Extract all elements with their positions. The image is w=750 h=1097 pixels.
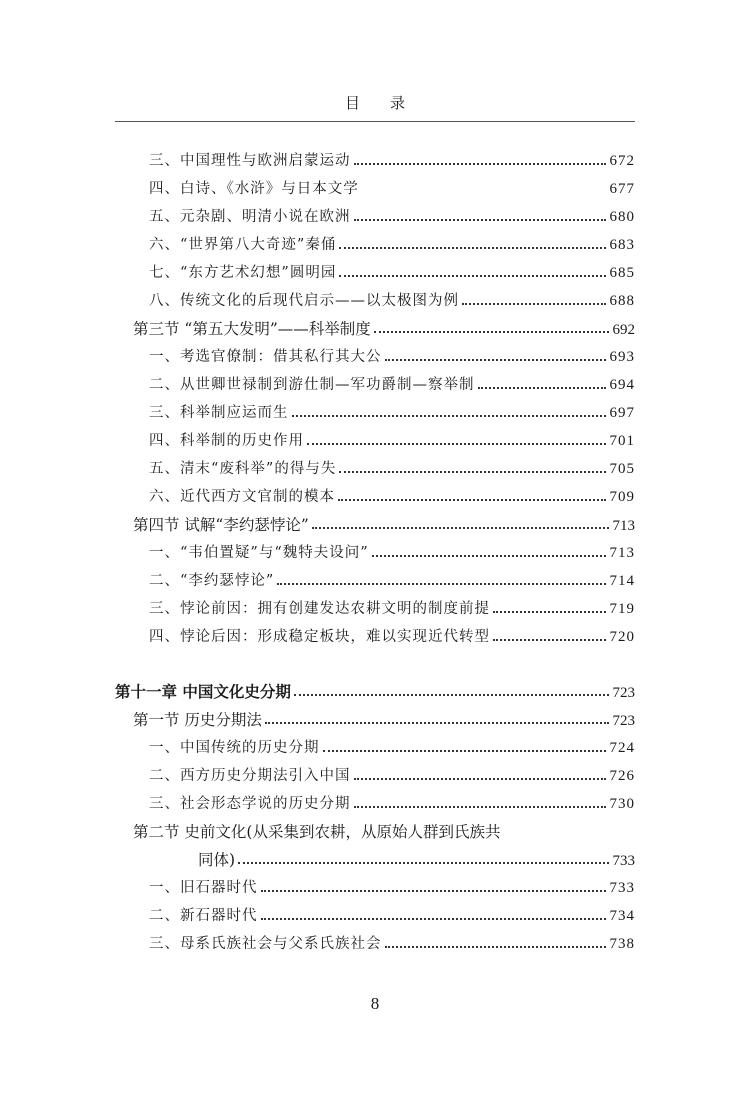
toc-entry-title: 第四节 试解“李约瑟悖论” bbox=[133, 516, 309, 534]
toc-entry-page: 694 bbox=[609, 377, 635, 393]
toc-entry-page: 688 bbox=[609, 293, 635, 309]
dot-leader bbox=[307, 443, 606, 445]
toc-entry-title: 二、西方历史分期法引入中国 bbox=[149, 768, 351, 784]
toc-entry-page: 709 bbox=[609, 489, 635, 505]
toc-entry[interactable] bbox=[149, 904, 635, 928]
toc-entry[interactable] bbox=[149, 429, 635, 453]
toc-entry-title: 四、科举制的历史作用 bbox=[149, 433, 304, 449]
dot-leader bbox=[374, 331, 609, 333]
toc-entry-page: 723 bbox=[612, 685, 635, 701]
toc-entry[interactable] bbox=[149, 261, 635, 285]
toc-entry[interactable] bbox=[149, 932, 635, 956]
toc-entry[interactable] bbox=[149, 205, 635, 229]
dot-leader bbox=[354, 806, 606, 808]
toc-section-entry-continued[interactable] bbox=[198, 848, 635, 872]
toc-entry[interactable] bbox=[149, 485, 635, 509]
header-char-1: 目 bbox=[344, 94, 360, 112]
toc-entry-title: 一、“韦伯置疑”与“魏特夫设问” bbox=[149, 545, 369, 561]
toc-entry[interactable] bbox=[149, 569, 635, 593]
toc-entry-page: 720 bbox=[609, 629, 635, 645]
toc-entry[interactable] bbox=[149, 625, 635, 649]
dot-leader bbox=[354, 778, 606, 780]
dot-leader bbox=[385, 359, 606, 361]
dot-leader bbox=[385, 946, 606, 948]
dot-leader bbox=[265, 722, 609, 724]
toc-entry-page: 685 bbox=[609, 265, 635, 281]
toc-entry[interactable] bbox=[149, 177, 635, 201]
toc-entry-title: 五、元杂剧、明清小说在欧洲 bbox=[149, 209, 351, 225]
toc-entry-title: 三、悖论前因：拥有创建发达农耕文明的制度前提 bbox=[149, 601, 490, 617]
dot-leader bbox=[462, 303, 606, 305]
toc-entry-page: 724 bbox=[609, 740, 635, 756]
toc-entry-page: 683 bbox=[609, 237, 635, 253]
toc-entry-title: 二、新石器时代 bbox=[149, 908, 258, 924]
toc-entry-title: 三、科举制应运而生 bbox=[149, 405, 289, 421]
toc-entry-page: 714 bbox=[609, 573, 635, 589]
toc-entry-title: 二、从世卿世禄制到游仕制—军功爵制—察举制 bbox=[149, 377, 475, 393]
toc-entry-title: 三、母系氏族社会与父系氏族社会 bbox=[149, 936, 382, 952]
toc-entry-page: 701 bbox=[609, 433, 635, 449]
toc-entry-page: 713 bbox=[609, 545, 635, 561]
toc-entry[interactable] bbox=[149, 345, 635, 369]
dot-leader bbox=[339, 275, 605, 277]
toc-entry-title: 三、社会形态学说的历史分期 bbox=[149, 796, 351, 812]
dot-leader bbox=[294, 694, 609, 696]
toc-entry-title: 第二节 史前文化(从采集到农耕，从原始人群到氏族共 bbox=[133, 823, 501, 841]
toc-section-entry[interactable] bbox=[133, 317, 635, 341]
dot-leader bbox=[339, 247, 605, 249]
toc-section-entry[interactable] bbox=[133, 708, 635, 732]
dot-leader bbox=[493, 639, 606, 641]
toc-entry[interactable] bbox=[149, 792, 635, 816]
toc-entry[interactable] bbox=[149, 373, 635, 397]
toc-entry-title: 六、“世界第八大奇迹”秦俑 bbox=[149, 237, 337, 253]
toc-entry-title: 第一节 历史分期法 bbox=[133, 711, 262, 729]
toc-entry-title: 七、“东方艺术幻想”圆明园 bbox=[149, 265, 337, 281]
toc-section-entry[interactable] bbox=[133, 513, 635, 537]
toc-entry-title: 二、“李约瑟悖论” bbox=[149, 573, 275, 589]
toc-chapter-entry[interactable] bbox=[115, 680, 635, 704]
toc-entry-page: 726 bbox=[609, 768, 635, 784]
toc-entry-title: 第十一章 中国文化史分期 bbox=[115, 683, 291, 701]
toc-entry-title: 第三节 “第五大发明”——科举制度 bbox=[133, 320, 371, 338]
toc-entry-title: 一、中国传统的历史分期 bbox=[149, 740, 320, 756]
toc-entry-title: 一、考选官僚制：借其私行其大公 bbox=[149, 349, 382, 365]
toc-entry-title: 六、近代西方文官制的模本 bbox=[149, 489, 335, 505]
dot-leader bbox=[372, 555, 606, 557]
toc-entry-page: 672 bbox=[609, 153, 635, 169]
toc-entry-page: 693 bbox=[609, 349, 635, 365]
dot-leader bbox=[277, 583, 605, 585]
dot-leader bbox=[261, 918, 606, 920]
dot-leader bbox=[339, 471, 605, 473]
toc-entry-page: 738 bbox=[609, 936, 635, 952]
toc-entry-page: 733 bbox=[609, 880, 635, 896]
toc-entry-title: 五、清末“废科举”的得与失 bbox=[149, 461, 337, 477]
dot-leader bbox=[292, 415, 606, 417]
page-number: 8 bbox=[370, 994, 380, 1013]
toc-entry[interactable] bbox=[149, 876, 635, 900]
dot-leader bbox=[238, 862, 608, 864]
toc-entry[interactable] bbox=[149, 541, 635, 565]
toc-entry[interactable] bbox=[149, 764, 635, 788]
toc-entry[interactable] bbox=[149, 457, 635, 481]
toc-entry-page: 713 bbox=[612, 518, 635, 534]
toc-entry-page: 680 bbox=[609, 209, 635, 225]
dot-leader bbox=[261, 890, 606, 892]
toc-entry-title: 同体) bbox=[198, 851, 236, 869]
dot-leader bbox=[323, 750, 606, 752]
toc-entry-title: 四、白诗、《水浒》与日本文学 bbox=[149, 181, 359, 197]
toc-entry-page: 734 bbox=[609, 908, 635, 924]
dot-leader bbox=[338, 499, 606, 501]
toc-entry[interactable] bbox=[149, 736, 635, 760]
toc-entry-page: 719 bbox=[609, 601, 635, 617]
toc-entry-page: 733 bbox=[612, 853, 635, 869]
dot-leader bbox=[478, 387, 606, 389]
toc-entry-page: 692 bbox=[612, 322, 635, 338]
dot-leader bbox=[354, 219, 606, 221]
toc-entry-page: 697 bbox=[609, 405, 635, 421]
toc-entry-title: 四、悖论后因：形成稳定板块，难以实现近代转型 bbox=[149, 629, 490, 645]
toc-entry[interactable] bbox=[149, 401, 635, 425]
toc-entry-title: 八、传统文化的后现代启示——以太极图为例 bbox=[149, 293, 459, 309]
toc-section-entry[interactable] bbox=[133, 820, 635, 844]
toc-entry[interactable] bbox=[149, 289, 635, 313]
dot-leader bbox=[354, 163, 606, 165]
header-char-2: 录 bbox=[390, 94, 406, 112]
toc-entry[interactable] bbox=[149, 597, 635, 621]
toc-entry-page: 723 bbox=[612, 713, 635, 729]
toc-entry-title: 三、中国理性与欧洲启蒙运动 bbox=[149, 153, 351, 169]
dot-leader bbox=[312, 527, 609, 529]
toc-entry-title: 一、旧石器时代 bbox=[149, 880, 258, 896]
toc-entry-page: 677 bbox=[609, 181, 635, 197]
toc-entry-page: 705 bbox=[609, 461, 635, 477]
toc-entry[interactable] bbox=[149, 233, 635, 257]
dot-leader bbox=[493, 611, 606, 613]
toc-entry-page: 730 bbox=[609, 796, 635, 812]
toc-entry[interactable] bbox=[149, 149, 635, 173]
